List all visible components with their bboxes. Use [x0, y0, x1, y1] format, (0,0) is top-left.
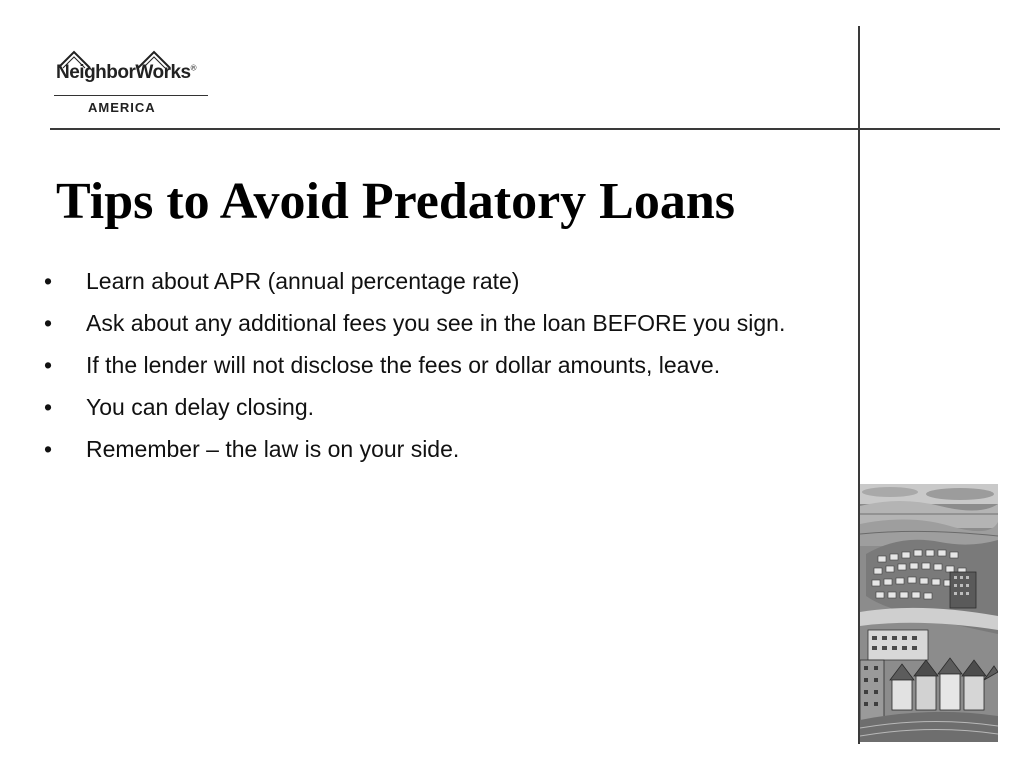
registered-mark: ®	[190, 63, 197, 73]
logo-subtitle: AMERICA	[88, 100, 156, 115]
bullet-item	[44, 306, 804, 341]
bullet-marker: •	[44, 394, 53, 420]
bullet-item	[44, 390, 804, 425]
bullet-text: You can delay closing.	[86, 394, 315, 420]
bullet-marker: •	[44, 436, 53, 462]
logo-wordmark: NeighborWorks®	[56, 62, 197, 83]
bullet-text: If the lender will not disclose the fees or dollar amounts, leave.	[86, 352, 721, 378]
bullet-item	[44, 432, 804, 467]
bullet-marker: •	[44, 268, 53, 294]
bullet-list	[44, 264, 804, 474]
town-landscape-illustration	[860, 484, 998, 742]
bullet-item	[44, 348, 804, 383]
horizontal-divider	[50, 128, 1000, 130]
bullet-text: Learn about APR (annual percentage rate)	[86, 268, 520, 294]
bullet-marker: •	[44, 310, 53, 336]
bullet-marker: •	[44, 352, 53, 378]
bullet-text: Ask about any additional fees you see in the loan BEFORE you sign.	[86, 310, 786, 336]
bullet-item	[44, 264, 804, 299]
neighborworks-logo	[54, 48, 214, 120]
bullet-text: Remember – the law is on your side.	[86, 436, 460, 462]
slide-title: Tips to Avoid Predatory Loans	[56, 173, 735, 230]
logo-rule	[54, 95, 208, 96]
